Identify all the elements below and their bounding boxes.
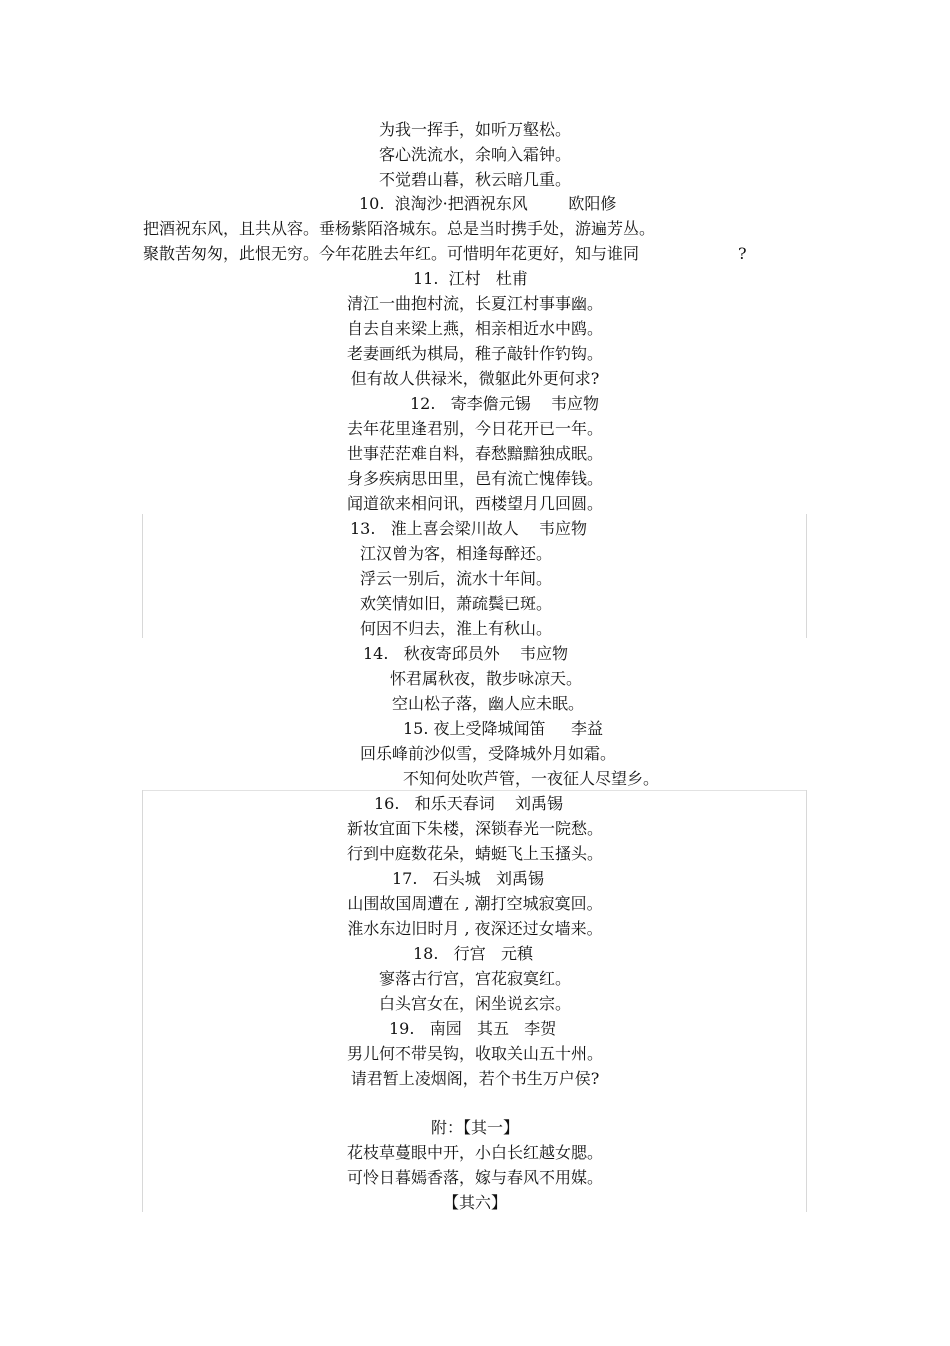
appendix-heading: 【其六】 <box>442 1193 507 1212</box>
poem-heading: 10. 浪淘沙·把酒祝东风 欧阳修 <box>359 194 617 213</box>
border-line-left-1 <box>142 514 143 638</box>
verse-line: 清江一曲抱村流，长夏江村事事幽。 <box>346 294 603 313</box>
appendix-heading: 附：【其一】 <box>430 1118 519 1137</box>
verse-line: 男儿何不带吴钩，收取关山五十州。 <box>346 1044 603 1063</box>
border-line-top-2 <box>142 790 807 791</box>
verse-line: 自去自来梁上燕，相亲相近水中鸥。 <box>346 319 603 338</box>
verse-line: 请君暂上凌烟阁，若个书生万户侯? <box>350 1069 600 1088</box>
verse-line: 寥落古行宫，宫花寂寞红。 <box>378 969 571 988</box>
verse-line: 身多疾病思田里，邑有流亡愧俸钱。 <box>346 469 603 488</box>
verse-line: 淮水东边旧时月 , 夜深还过女墙来。 <box>347 919 603 938</box>
poem-heading: 13. 淮上喜会梁川故人 韦应物 <box>350 519 588 538</box>
verse-line: 何因不归去，淮上有秋山。 <box>360 619 553 638</box>
verse-line: 回乐峰前沙似雪，受降城外月如霜。 <box>360 744 617 763</box>
verse-line: 山围故国周遭在 , 潮打空城寂寞回。 <box>347 894 603 913</box>
verse-line: 欢笑情如旧，萧疏鬓已斑。 <box>360 594 553 613</box>
verse-line: 江汉曾为客，相逢每醉还。 <box>360 544 553 563</box>
verse-line: 新妆宜面下朱楼，深锁春光一院愁。 <box>346 819 603 838</box>
verse-line: 不觉碧山暮，秋云暗几重。 <box>378 170 571 189</box>
verse-line: 闻道欲来相问讯，西楼望月几回圆。 <box>346 494 603 513</box>
poem-heading: 17. 石头城 刘禹锡 <box>392 869 544 888</box>
verse-line: 不知何处吹芦管，一夜征人尽望乡。 <box>403 769 660 788</box>
verse-line: 聚散苦匆匆，此恨无穷。今年花胜去年红。可惜明年花更好，知与谁同 <box>143 244 640 263</box>
verse-line: 但有故人供禄米，微躯此外更何求? <box>350 369 600 388</box>
verse-line: 花枝草蔓眼中开，小白长红越女腮。 <box>346 1143 603 1162</box>
verse-line: 世事茫茫难自料，春愁黯黯独成眠。 <box>346 444 603 463</box>
border-line-right-1 <box>806 514 807 638</box>
verse-line: 浮云一别后，流水十年间。 <box>360 569 553 588</box>
poem-heading: 12. 寄李儋元锡 韦应物 <box>410 394 600 413</box>
poem-heading: 19. 南园 其五 李贺 <box>389 1019 557 1038</box>
poem-heading: 16. 和乐天春词 刘禹锡 <box>374 794 564 813</box>
verse-line: 把酒祝东风，且共从容。垂杨紫陌洛城东。总是当时携手处，游遍芳丛。 <box>143 219 656 238</box>
poem-heading: 15. 夜上受降城闻笛 李益 <box>403 719 603 738</box>
verse-line: 行到中庭数花朵，蜻蜓飞上玉搔头。 <box>346 844 603 863</box>
verse-line: 空山松子落，幽人应未眠。 <box>392 694 585 713</box>
poem-heading: 14. 秋夜寄邱员外 韦应物 <box>363 644 569 663</box>
poem-heading: 11. 江村 杜甫 <box>413 269 528 288</box>
poem-heading: 18. 行宫 元稹 <box>413 944 533 963</box>
verse-line: 可怜日暮嫣香落，嫁与春风不用媒。 <box>346 1168 603 1187</box>
verse-line: 客心洗流水，余响入霜钟。 <box>378 145 571 164</box>
verse-line: 怀君属秋夜，散步咏凉天。 <box>390 669 583 688</box>
verse-line: 去年花里逢君别，今日花开已一年。 <box>346 419 603 438</box>
verse-line: 为我一挥手，如听万壑松。 <box>378 120 571 139</box>
verse-line: 白头宫女在，闲坐说玄宗。 <box>378 994 571 1013</box>
question-mark: ? <box>738 244 747 263</box>
verse-line: 老妻画纸为棋局，稚子敲针作钓钩。 <box>346 344 603 363</box>
